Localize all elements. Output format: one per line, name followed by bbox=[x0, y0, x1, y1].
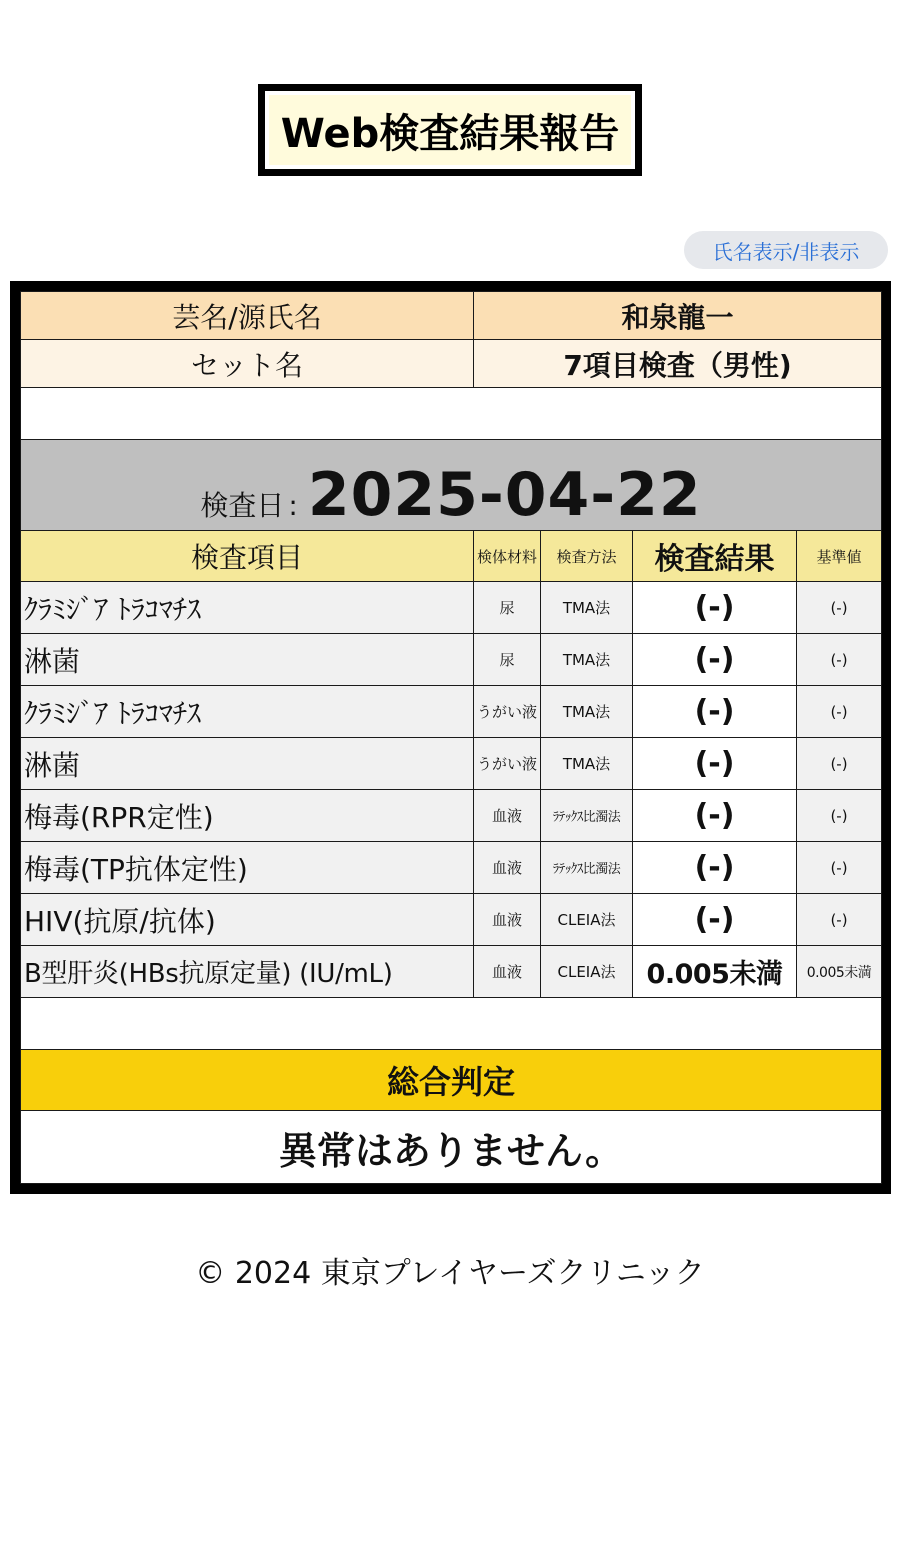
test-method: ﾗﾃｯｸｽ比濁法 bbox=[541, 790, 633, 842]
table-row bbox=[21, 634, 882, 686]
test-method: TMA法 bbox=[541, 634, 633, 686]
judgment-header-row bbox=[21, 1050, 882, 1111]
patient-name-label: 芸名/源氏名 bbox=[21, 292, 474, 340]
test-material: うがい液 bbox=[474, 738, 541, 790]
test-result: (-) bbox=[633, 894, 797, 946]
set-name-label: セット名 bbox=[21, 340, 474, 388]
patient-name-value: 和泉龍一 bbox=[474, 292, 882, 340]
test-method: CLEIA法 bbox=[541, 946, 633, 998]
test-result: (-) bbox=[633, 582, 797, 634]
test-item: 梅毒(RPR定性) bbox=[21, 790, 474, 842]
exam-date-value: 2025-04-22 bbox=[307, 460, 702, 530]
test-item: 梅毒(TP抗体定性) bbox=[21, 842, 474, 894]
test-result: (-) bbox=[633, 738, 797, 790]
table-row bbox=[21, 842, 882, 894]
test-result: 0.005未満 bbox=[633, 946, 797, 998]
test-result: (-) bbox=[633, 842, 797, 894]
test-result: (-) bbox=[633, 686, 797, 738]
test-material: うがい液 bbox=[474, 686, 541, 738]
report-title-box bbox=[258, 84, 642, 176]
test-material: 尿 bbox=[474, 634, 541, 686]
test-method: TMA法 bbox=[541, 738, 633, 790]
test-method: TMA法 bbox=[541, 686, 633, 738]
test-item: B型肝炎(HBs抗原定量) (IU/mL) bbox=[21, 946, 474, 998]
test-result: (-) bbox=[633, 634, 797, 686]
table-row bbox=[21, 790, 882, 842]
set-name-row bbox=[21, 340, 882, 388]
test-item: 淋菌 bbox=[21, 634, 474, 686]
spacer-row bbox=[21, 388, 882, 440]
spacer-row bbox=[21, 998, 882, 1050]
test-reference: (-) bbox=[797, 634, 882, 686]
table-row bbox=[21, 582, 882, 634]
test-item: 淋菌 bbox=[21, 738, 474, 790]
test-method: CLEIA法 bbox=[541, 894, 633, 946]
test-material: 尿 bbox=[474, 582, 541, 634]
judgment-value-row bbox=[21, 1111, 882, 1184]
test-method: TMA法 bbox=[541, 582, 633, 634]
test-material: 血液 bbox=[474, 894, 541, 946]
test-reference: (-) bbox=[797, 842, 882, 894]
table-row bbox=[21, 894, 882, 946]
test-material: 血液 bbox=[474, 842, 541, 894]
test-reference: 0.005未満 bbox=[797, 946, 882, 998]
footer-copyright: © 2024 東京プレイヤーズクリニック bbox=[195, 1256, 705, 1291]
col-header-method: 検査方法 bbox=[541, 531, 633, 582]
col-header-material: 検体材料 bbox=[474, 531, 541, 582]
table-row bbox=[21, 686, 882, 738]
test-reference: (-) bbox=[797, 686, 882, 738]
column-header-row bbox=[21, 531, 882, 582]
test-item: ｸﾗﾐｼﾞｱ ﾄﾗｺﾏﾁｽ bbox=[21, 582, 474, 634]
patient-name-row bbox=[21, 292, 882, 340]
test-item: HIV(抗原/抗体) bbox=[21, 894, 474, 946]
col-header-item: 検査項目 bbox=[21, 531, 474, 582]
name-visibility-toggle-button[interactable]: 氏名表示/非表示 bbox=[684, 231, 888, 269]
col-header-reference: 基準値 bbox=[797, 531, 882, 582]
test-item: ｸﾗﾐｼﾞｱ ﾄﾗｺﾏﾁｽ bbox=[21, 686, 474, 738]
test-material: 血液 bbox=[474, 946, 541, 998]
exam-date-row bbox=[21, 440, 882, 531]
report-title: Web検査結果報告 bbox=[269, 95, 631, 165]
exam-date-separator: : bbox=[288, 489, 298, 522]
test-result: (-) bbox=[633, 790, 797, 842]
test-reference: (-) bbox=[797, 790, 882, 842]
result-table bbox=[20, 291, 882, 1184]
table-row bbox=[21, 738, 882, 790]
exam-date-label: 検査日 bbox=[200, 489, 285, 522]
test-reference: (-) bbox=[797, 738, 882, 790]
test-material: 血液 bbox=[474, 790, 541, 842]
result-report bbox=[10, 281, 891, 1194]
test-reference: (-) bbox=[797, 582, 882, 634]
test-method: ﾗﾃｯｸｽ比濁法 bbox=[541, 842, 633, 894]
test-reference: (-) bbox=[797, 894, 882, 946]
col-header-result: 検査結果 bbox=[633, 531, 797, 582]
table-row bbox=[21, 946, 882, 998]
exam-date bbox=[21, 440, 882, 531]
set-name-value: 7項目検査（男性) bbox=[474, 340, 882, 388]
judgment-value: 異常はありません。 bbox=[21, 1111, 882, 1184]
judgment-label: 総合判定 bbox=[21, 1050, 882, 1111]
